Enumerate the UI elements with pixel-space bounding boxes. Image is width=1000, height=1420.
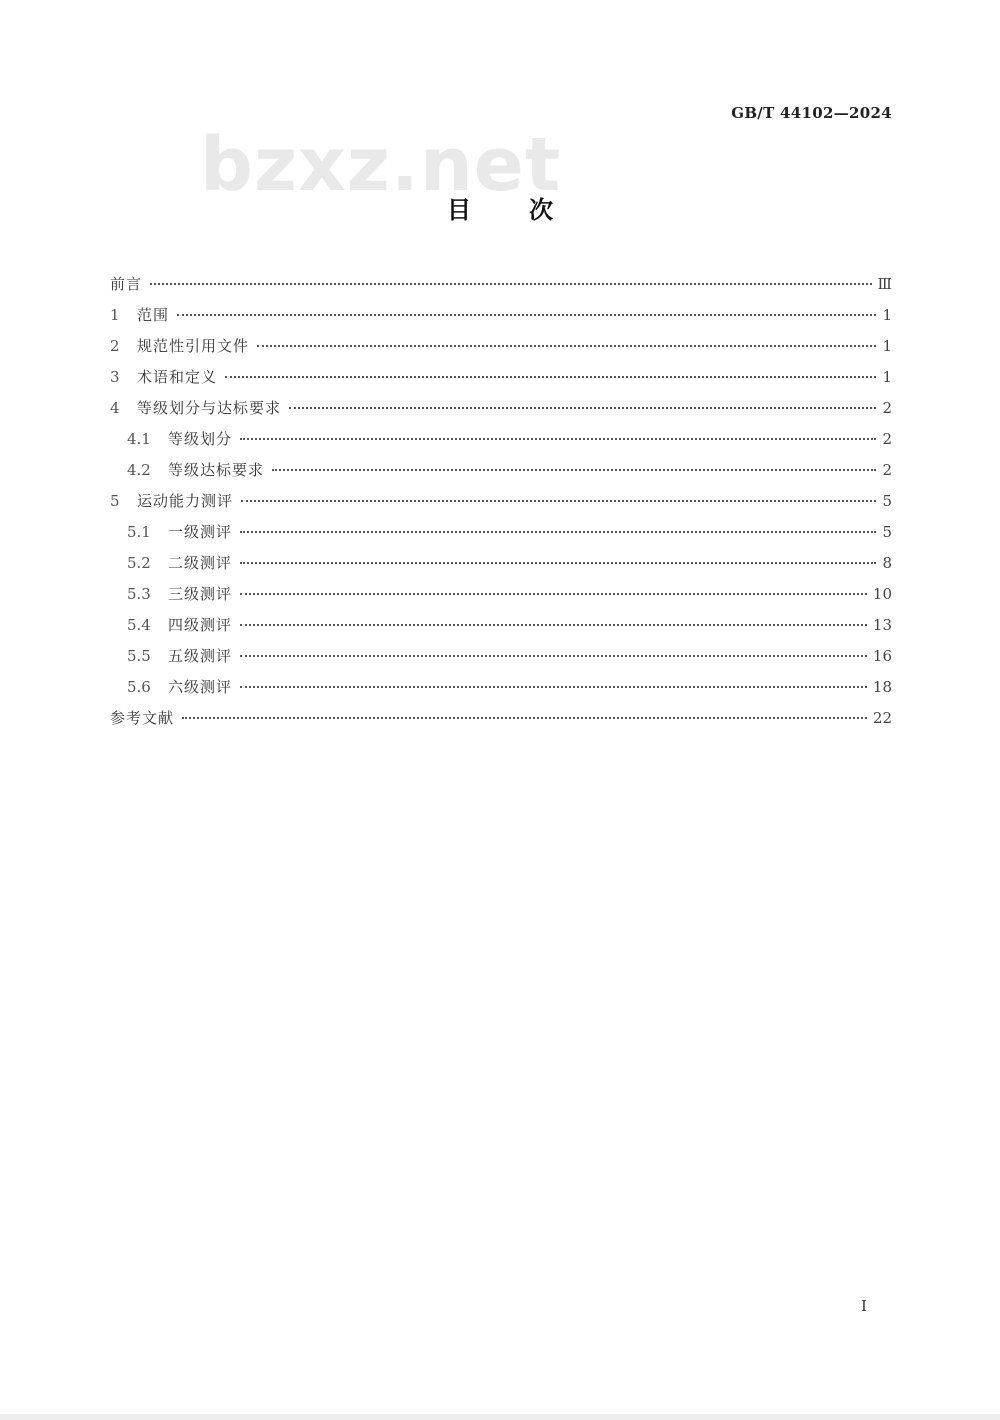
toc-dot-leader xyxy=(240,593,867,595)
toc-dot-leader xyxy=(272,469,876,471)
toc-entry-page: 1 xyxy=(882,368,892,386)
toc-dot-leader xyxy=(240,686,867,688)
toc-entry-number: 5.1 xyxy=(127,523,151,541)
toc-dot-leader xyxy=(240,655,867,657)
toc-entry-number: 5.6 xyxy=(127,678,151,696)
toc-dot-leader xyxy=(177,314,876,316)
toc-entry[interactable] xyxy=(110,552,892,583)
toc-dot-leader xyxy=(240,624,867,626)
toc-entry-label: 一级测评 xyxy=(168,523,233,541)
toc-entry-number: 2 xyxy=(110,337,120,355)
toc-dot-leader xyxy=(241,500,876,502)
toc-entry[interactable] xyxy=(110,490,892,521)
toc-dot-leader xyxy=(289,407,876,409)
page-number: I xyxy=(861,1297,867,1315)
toc-entry-label: 术语和定义 xyxy=(137,368,218,386)
page-bottom-edge xyxy=(0,1414,1000,1420)
toc-entry[interactable] xyxy=(110,304,892,335)
toc-entry-page: 8 xyxy=(882,554,892,572)
toc-entry[interactable] xyxy=(110,521,892,552)
toc-entry[interactable] xyxy=(110,397,892,428)
toc-dot-leader xyxy=(240,438,876,440)
toc-dot-leader xyxy=(257,345,876,347)
toc-title: 目次 xyxy=(447,196,611,224)
toc-entry-page: 16 xyxy=(872,647,892,665)
toc-entry-label: 等级划分 xyxy=(168,430,233,448)
toc-entry-page: 18 xyxy=(872,678,892,696)
toc-entry-page: 10 xyxy=(872,585,892,603)
toc-entry-number: 5.2 xyxy=(127,554,151,572)
toc-entry-label: 规范性引用文件 xyxy=(137,337,250,355)
toc-entry-label: 二级测评 xyxy=(168,554,233,572)
watermark: bzxz.net xyxy=(200,122,562,208)
toc-entry-number: 1 xyxy=(110,306,120,324)
toc-dot-leader xyxy=(150,283,872,285)
toc-entry-label: 四级测评 xyxy=(168,616,233,634)
toc-entry-number: 3 xyxy=(110,368,120,386)
toc-entry[interactable] xyxy=(110,676,892,707)
standard-number: GB/T 44102—2024 xyxy=(731,104,892,122)
toc-entry[interactable] xyxy=(110,614,892,645)
toc-entry-label: 三级测评 xyxy=(168,585,233,603)
toc-entry-page: 2 xyxy=(882,461,892,479)
toc-entry[interactable] xyxy=(110,459,892,490)
toc-entry-label: 等级划分与达标要求 xyxy=(137,399,282,417)
toc-dot-leader xyxy=(225,376,876,378)
toc-entry-page: 5 xyxy=(882,523,892,541)
toc-entry[interactable] xyxy=(110,707,892,738)
toc-entry-number: 4.2 xyxy=(127,461,151,479)
toc-dot-leader xyxy=(182,717,867,719)
toc-entry-number: 4 xyxy=(110,399,120,417)
toc-entry[interactable] xyxy=(110,428,892,459)
toc-entry-label: 运动能力测评 xyxy=(137,492,234,510)
toc-entry[interactable] xyxy=(110,583,892,614)
toc-entry-number: 5.3 xyxy=(127,585,151,603)
toc-entry[interactable] xyxy=(110,273,892,304)
toc-entry-page: Ⅲ xyxy=(877,275,892,293)
toc-entry-label: 六级测评 xyxy=(168,678,233,696)
toc-entry-label: 参考文献 xyxy=(110,709,175,727)
toc-entry-number: 5.4 xyxy=(127,616,151,634)
toc-entry-number: 5 xyxy=(110,492,120,510)
toc-dot-leader xyxy=(240,562,876,564)
toc-dot-leader xyxy=(240,531,876,533)
toc-entry-page: 22 xyxy=(872,709,892,727)
toc-entry-number: 4.1 xyxy=(127,430,151,448)
toc-entry-page: 5 xyxy=(882,492,892,510)
toc-entry-label: 五级测评 xyxy=(168,647,233,665)
toc-entry-number: 5.5 xyxy=(127,647,151,665)
toc-entry[interactable] xyxy=(110,366,892,397)
toc-entry-label: 范围 xyxy=(137,306,170,324)
toc-entry-page: 2 xyxy=(882,430,892,448)
toc-entry-page: 2 xyxy=(882,399,892,417)
toc-entry-label: 等级达标要求 xyxy=(168,461,265,479)
toc-entry-page: 1 xyxy=(882,337,892,355)
toc-entry[interactable] xyxy=(110,645,892,676)
toc-entry-page: 13 xyxy=(872,616,892,634)
toc-entry[interactable] xyxy=(110,335,892,366)
toc-entry-page: 1 xyxy=(882,306,892,324)
table-of-contents xyxy=(110,273,892,738)
toc-entry-label: 前言 xyxy=(110,275,143,293)
